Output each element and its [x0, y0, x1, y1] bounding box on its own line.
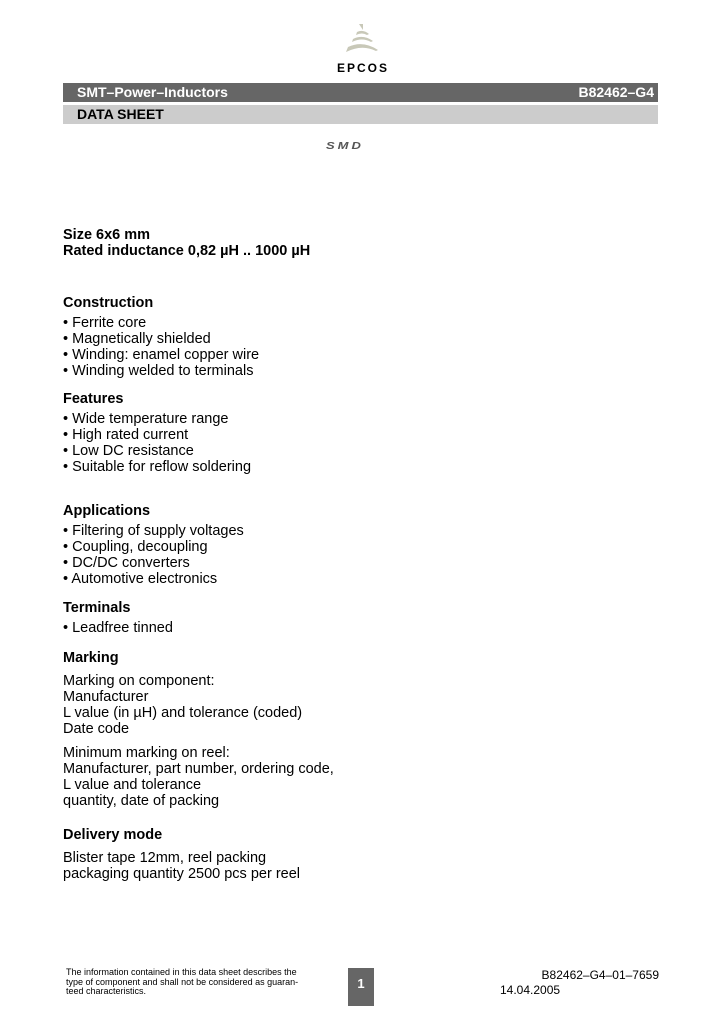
text-line: The information contained in this data sheet describes the [66, 967, 297, 977]
delivery-heading: Delivery mode [63, 827, 163, 843]
text-line: Blister tape 12mm, reel packing [63, 850, 267, 866]
construction-heading: Construction [63, 295, 154, 311]
epcos-triangle-icon [333, 22, 393, 54]
applications-heading: Applications [63, 503, 151, 519]
inductance-line: Rated inductance 0,82 µH .. 1000 µH [63, 243, 311, 259]
list-item: • Automotive electronics [63, 571, 218, 587]
list-item: • Ferrite core [63, 315, 147, 331]
doc-type-bar [63, 105, 658, 124]
text-line: Minimum marking on reel: [63, 745, 230, 761]
doc-number: B82462–G4–01–7659 [541, 968, 659, 982]
delivery-text [63, 850, 300, 882]
text-line: type of component and shall not be considered as guaran- [66, 976, 299, 987]
brand-name: EPCOS [336, 61, 389, 75]
terminals-heading: Terminals [63, 600, 131, 616]
doc-date: 14.04.2005 [500, 983, 561, 997]
smd-badge: SMD [326, 139, 364, 152]
marking-reel [63, 745, 334, 809]
size-line: Size 6x6 mm [63, 227, 151, 243]
list-item: • Leadfree tinned [63, 620, 173, 636]
product-line: SMT–Power–Inductors [77, 84, 228, 100]
list-item: • Low DC resistance [63, 443, 194, 459]
features-heading: Features [63, 391, 124, 407]
epcos-logo [333, 22, 393, 75]
list-item: • Filtering of supply voltages [63, 523, 244, 539]
text-line: quantity, date of packing [63, 793, 220, 809]
text-line: Marking on component: [63, 673, 215, 689]
list-item: • High rated current [63, 427, 189, 443]
list-item: • Winding: enamel copper wire [63, 347, 260, 363]
header-bar [63, 83, 658, 102]
disclaimer [66, 968, 298, 997]
text-line: Date code [63, 721, 130, 737]
applications-list [63, 523, 244, 587]
list-item: • Wide temperature range [63, 411, 229, 427]
text-line: teed characteristics. [66, 986, 147, 996]
list-item: • Magnetically shielded [63, 331, 211, 347]
list-item: • DC/DC converters [63, 555, 190, 571]
features-list [63, 411, 251, 475]
doc-type: DATA SHEET [77, 106, 164, 122]
text-line: L value (in µH) and tolerance (coded) [63, 705, 303, 721]
list-item: • Coupling, decoupling [63, 539, 208, 555]
text-line: L value and tolerance [63, 777, 202, 793]
text-line: Manufacturer, part number, ordering code, [63, 761, 334, 777]
text-line: Manufacturer [63, 689, 149, 705]
construction-list [63, 315, 259, 379]
page-number: 1 [348, 968, 374, 1006]
list-item: • Winding welded to terminals [63, 363, 254, 379]
text-line: packaging quantity 2500 pcs per reel [63, 866, 300, 882]
list-item: • Suitable for reflow soldering [63, 459, 252, 475]
part-number: B82462–G4 [578, 84, 654, 100]
marking-component [63, 673, 302, 737]
marking-heading: Marking [63, 650, 119, 666]
terminals-list [63, 620, 173, 636]
